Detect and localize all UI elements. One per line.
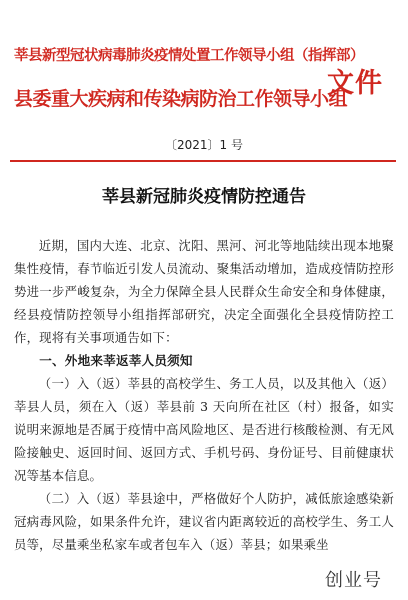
intro-paragraph: 近期，国内大连、北京、沈阳、黑河、河北等地陆续出现本地聚集性疫情，春节临近引发人员流动、聚集活动增加，造成疫情防控形势进一步严峻复杂，为全力保障全县人民群众生命安全和身体健康，经县疫情防控领导小组指挥部研究，决定全面强化全县疫情防控工作，现将有关事项通告如下：: [14, 238, 394, 345]
item-paragraph-2: （二）入（返）莘县途中，严格做好个人防护，减低旅途感染新冠病毒风险，如果条件允许，建议省内距离较近的高校学生、务工人员等，尽量乘坐私家车或者包车入（返）莘县；如果乘坐: [14, 491, 394, 552]
red-divider: [10, 160, 396, 162]
document-header: [0, 0, 408, 118]
watermark: 创业号: [322, 566, 385, 592]
item-paragraph-1: （一）入（返）莘县的高校学生、务工人员，以及其他入（返）莘县人员，须在入（返）莘县前 3 天向所在社区（村）报备，如实说明来源地是否属于疫情中高风险地区、是否进行核酸检测、有无风险接触史、返回时间、返回方式、手机号码、身份证号、目前健康状况等基本信息。: [14, 376, 394, 483]
document-title: 莘县新冠肺炎疫情防控通告: [102, 187, 306, 207]
document-number: 〔2021〕1 号: [165, 138, 243, 152]
document-label: 文件: [327, 68, 383, 99]
issuer-line-1: 莘县新型冠状病毒肺炎疫情处置工作领导小组（指挥部）: [14, 47, 364, 64]
section-heading: 一、外地来莘返莘人员须知: [39, 353, 193, 368]
document-body: [14, 234, 394, 556]
issuer-line-2: 县委重大疾病和传染病防治工作领导小组: [14, 88, 348, 110]
